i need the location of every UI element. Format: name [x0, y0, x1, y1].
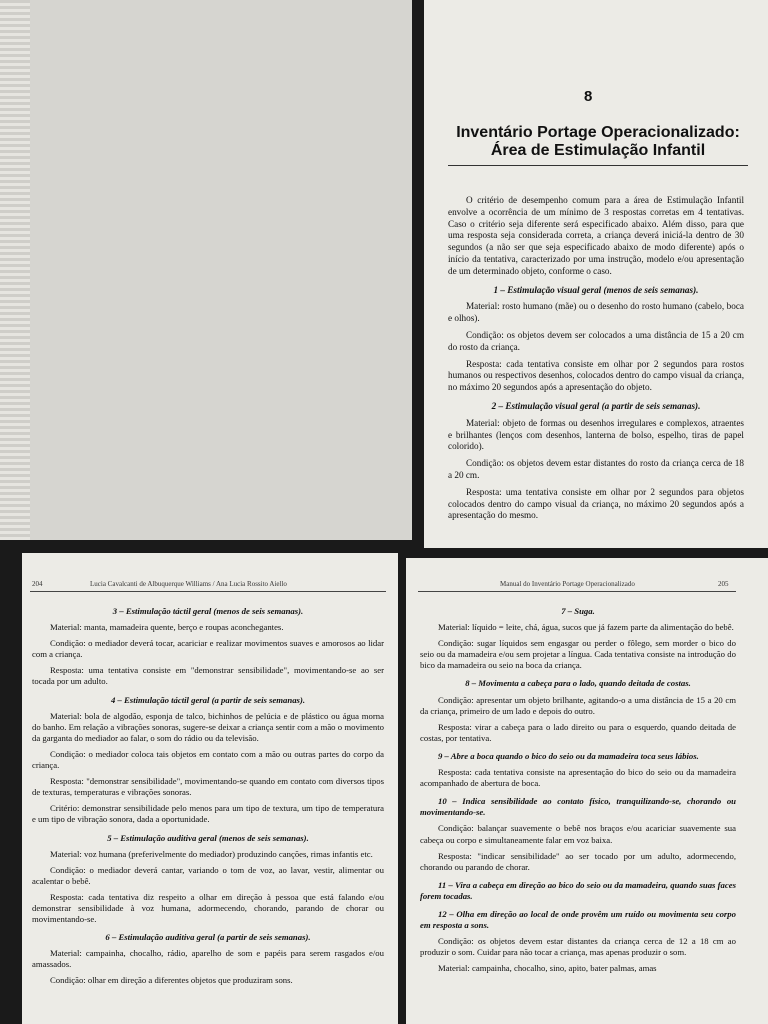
item-condicao: Condição: os objetos devem estar distantes da criança cerca de 12 a 18 cm ao produzir o som. Cuidar para não tocar a criança, mas apenas produzir o som. — [420, 936, 736, 958]
item-resposta: Resposta: cada tentativa diz respeito a olhar em direção à pessoa que está falando e/ou demonstrar sensibilidade à voz humana, adormecendo, chorando, parando de chorar ou movimentando-se. — [32, 891, 384, 925]
item-resposta: Resposta: cada tentativa consiste na apresentação do bico do seio ou da mamadeira acompanhado de abertura de boca. — [420, 767, 736, 789]
item-heading: 2 – Estimulação visual geral (a partir de seis semanas). — [491, 400, 701, 411]
item-resposta: Resposta: virar a cabeça para o lado direito ou para o esquerdo, quando deitada de costas, por tentativa. — [420, 721, 736, 743]
item-condicao: Condição: balançar suavemente o bebê nos braços e/ou acariciar suavemente sua cabeça ou corpo e simultaneamente falar em voz baixa. — [420, 823, 736, 845]
item-criterio: Critério: demonstrar sensibilidade pelo menos para um tipo de textura, um tipo de temperatura e um tipo de vibração sonora, dada a oportunidade. — [32, 803, 384, 825]
intro-paragraph: O critério de desempenho comum para a área de Estimulação Infantil envolve a ocorrência de um mínimo de 3 respostas corretas em 4 tentativas. Caso o critério seja diferente será especificado abaixo. Além disso, para que uma resposta seja considerada correta, a criança deverá iniciá-la dentro de 30 segundos (a não ser que seja especificado abaixo de modo diferente) após o início da tentativa, caracterizado por uma instrução, modelo e/ou apresentação de um determinado objeto, conforme o caso. — [448, 195, 744, 276]
item-condicao: Condição: o mediador coloca tais objetos em contato com a mão ou outras partes do corpo da criança. — [32, 748, 384, 771]
item-resposta: Resposta: cada tentativa consiste em olhar por 2 segundos para rostos humanos ou respectivos desenhos, colocados dentro do campo visual da criança, no máximo 20 segundos após a apresentação do objeto. — [448, 358, 744, 393]
item-condicao: Condição: o mediador deverá tocar, acariciar e realizar movimentos suaves e amorosos ao lidar com a criança. — [32, 638, 384, 660]
item-heading: 7 – Suga. — [561, 606, 595, 616]
item-material: Material: manta, mamadeira quente, berço e roupas aconchegantes. — [50, 622, 284, 633]
title-rule — [448, 165, 748, 166]
chapter-title-line1: Inventário Portage Operacionalizado: — [456, 124, 740, 141]
item-resposta: Resposta: "demonstrar sensibilidade", movimentando-se quando em contato com diversos tipos de texturas, temperaturas e vibrações sonoras. — [32, 776, 384, 798]
item-heading: 6 – Estimulação auditiva geral (a partir de seis semanas). — [105, 932, 311, 943]
item-resposta: Resposta: uma tentativa consiste em "demonstrar sensibilidade", movimentando-se ao ser tocada por um adulto. — [32, 665, 384, 687]
item-material: Material: bola de algodão, esponja de talco, bichinhos de pelúcia e de plástico ou água morna do banho. Em relação a vibrações sonoras, sugere-se deixar a criança sentir com a mão o movimento da garganta do mediador ao falar, o som do rádio ou da televisão. — [32, 710, 384, 743]
page-205-body — [420, 599, 736, 979]
blank-page — [0, 0, 412, 540]
page-edge — [0, 0, 30, 540]
item-material: Material: campainha, chocalho, sino, apito, bater palmas, amas — [438, 963, 657, 974]
item-condicao: Condição: os objetos devem estar distantes do rosto da criança cerca de 18 a 20 cm. — [448, 458, 744, 480]
page-number: 204 — [32, 580, 43, 588]
chapter-number: 8 — [584, 88, 593, 105]
page-204-body — [32, 599, 384, 992]
header-rule — [30, 591, 386, 592]
item-condicao: Condição: olhar em direção a diferentes objetos que produziram sons. — [50, 975, 293, 986]
item-heading: 3 – Estimulação táctil geral (menos de seis semanas). — [112, 606, 304, 616]
item-heading: 8 – Movimenta a cabeça para o lado, quando deitada de costas. — [465, 678, 691, 689]
item-material: Material: voz humana (preferivelmente do mediador) produzindo canções, rimas infantis etc. — [50, 848, 373, 859]
item-heading: 11 – Vira a cabeça em direção ao bico do seio ou da mamadeira, quando suas faces forem tocadas. — [420, 879, 736, 901]
item-material: Material: campainha, chocalho, rádio, aparelho de som e papéis para serem rasgados e/ou amassados. — [32, 948, 384, 970]
chapter-title-line2: Área de Estimulação Infantil — [490, 142, 706, 159]
item-heading: 9 – Abre a boca quando o bico do seio ou da mamadeira toca seus lábios. — [438, 750, 699, 761]
item-resposta: Resposta: uma tentativa consiste em olhar por 2 segundos para objetos colocados dentro do campo visual da criança, no máximo 20 segundos após a apresentação do mesmo. — [448, 486, 744, 521]
item-condicao: Condição: o mediador deverá cantar, variando o tom de voz, ao lavar, vestir, alimentar ou acalentar o bebê. — [32, 864, 384, 886]
item-condicao: Condição: sugar líquidos sem engasgar ou perder o fôlego, sem morder o bico do seio ou da mamadeira e/ou sem projetar a língua. Cada tentativa consiste na introdução do bico da mamadeira ou seio na boca da criança. — [420, 638, 736, 671]
running-head: Manual do Inventário Portage Operacionalizado — [500, 580, 635, 588]
chapter-title — [448, 124, 748, 160]
item-material: Material: rosto humano (mãe) ou o desenho do rosto humano (cabelo, boca e olhos). — [448, 301, 744, 324]
header-rule — [418, 591, 736, 592]
page-number: 205 — [718, 580, 729, 588]
item-condicao: Condição: os objetos devem ser colocados a uma distância de 15 a 20 cm do rosto da criança. — [448, 329, 744, 352]
item-heading: 1 – Estimulação visual geral (menos de seis semanas). — [493, 284, 699, 295]
item-heading: 12 – Olha em direção ao local de onde provêm um ruído ou movimenta seu corpo em resposta a sons. — [420, 908, 736, 931]
item-material: Material: objeto de formas ou desenhos irregulares e complexos, atraentes e brilhantes (lenços com desenhos, lanterna de bolso, espelho, tiras de papel colorido). — [448, 417, 744, 452]
item-heading: 4 – Estimulação táctil geral (a partir de seis semanas). — [110, 694, 306, 705]
item-heading: 10 – Indica sensibilidade ao contato físico, tranquilizando-se, chorando ou movimentando-se. — [420, 796, 736, 818]
chapter-body — [448, 195, 744, 527]
item-condicao: Condição: apresentar um objeto brilhante, agitando-o a uma distância de 15 a 20 cm da criança, primeiro de um lado e depois do outro. — [420, 694, 736, 716]
item-material: Material: líquido = leite, chá, água, sucos que já fazem parte da alimentação do bebê. — [438, 622, 734, 633]
item-resposta: Resposta: "indicar sensibilidade" ao ser tocado por um adulto, adormecendo, chorando ou parando de chorar. — [420, 850, 736, 872]
running-head: Lucia Cavalcanti de Albuquerque Williams / Ana Lucia Rossito Aiello — [90, 580, 287, 588]
item-heading: 5 – Estimulação auditiva geral (menos de seis semanas). — [107, 832, 309, 843]
